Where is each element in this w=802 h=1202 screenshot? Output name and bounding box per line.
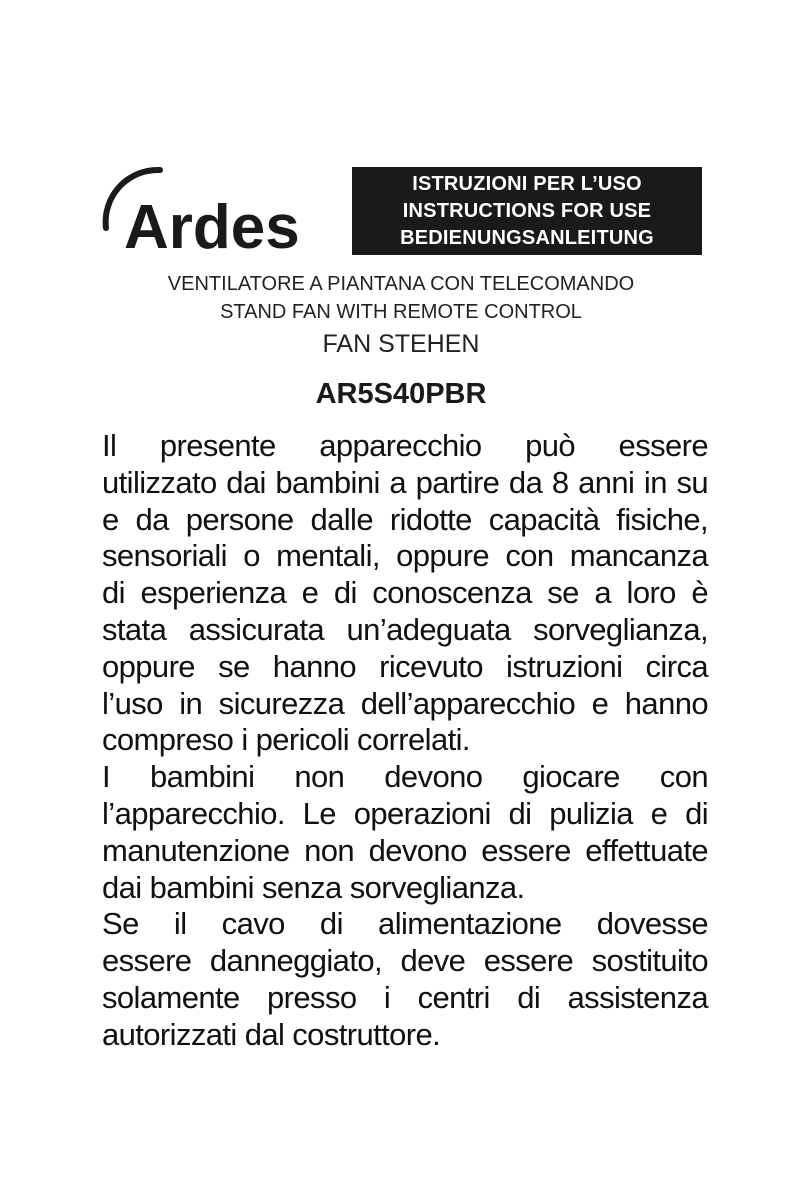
warning-line: l’uso in sicurezza dell’apparecchio e hanno	[102, 685, 708, 721]
warning-line: oppure se hanno ricevuto istruzioni circa	[102, 648, 708, 684]
safety-warning-text	[102, 428, 708, 1054]
warning-line: autorizzati dal costruttore.	[102, 1016, 441, 1052]
warning-line: l’apparecchio. Le operazioni di pulizia e di	[102, 795, 708, 831]
product-subtitle-de: FAN STEHEN	[322, 330, 480, 358]
warning-line: sensoriali o mentali, oppure con mancanza	[102, 538, 708, 574]
warning-line: I bambini non devono giocare con	[102, 759, 708, 795]
warning-line: Il presente apparecchio può essere	[102, 428, 708, 463]
ardes-logo	[98, 162, 328, 258]
instructions-title-en: INSTRUCTIONS FOR USE	[402, 199, 652, 222]
warning-line: di esperienza e di conoscenza se a loro è	[102, 575, 708, 611]
warning-line: compreso i pericoli correlati.	[102, 722, 470, 758]
warning-line: solamente presso i centri di assistenza	[102, 979, 708, 1015]
instructions-title-de: BEDIENUNGSANLEITUNG	[400, 226, 654, 249]
warning-line: dai bambini senza sorveglianza.	[102, 869, 525, 905]
warning-line: e da persone dalle ridotte capacità fisiche,	[102, 501, 708, 537]
warning-line: essere danneggiato, deve essere sostituito	[102, 943, 708, 979]
model-number: AR5S40PBR	[315, 378, 487, 410]
instructions-title-it: ISTRUZIONI PER L’USO	[412, 172, 642, 195]
product-subtitle-it: VENTILATORE A PIANTANA CON TELECOMANDO	[167, 273, 635, 295]
warning-line: stata assicurata un’adeguata sorveglianza,	[102, 611, 708, 647]
warning-line: manutenzione non devono essere effettuate	[102, 832, 708, 868]
logo-wordmark: Ardes	[124, 193, 300, 258]
product-subtitle-en: STAND FAN WITH REMOTE CONTROL	[220, 301, 582, 323]
warning-line: Se il cavo di alimentazione dovesse	[102, 906, 708, 942]
warning-line: utilizzato dai bambini a partire da 8 anni in su	[102, 464, 708, 500]
instructions-title-box	[352, 167, 702, 255]
